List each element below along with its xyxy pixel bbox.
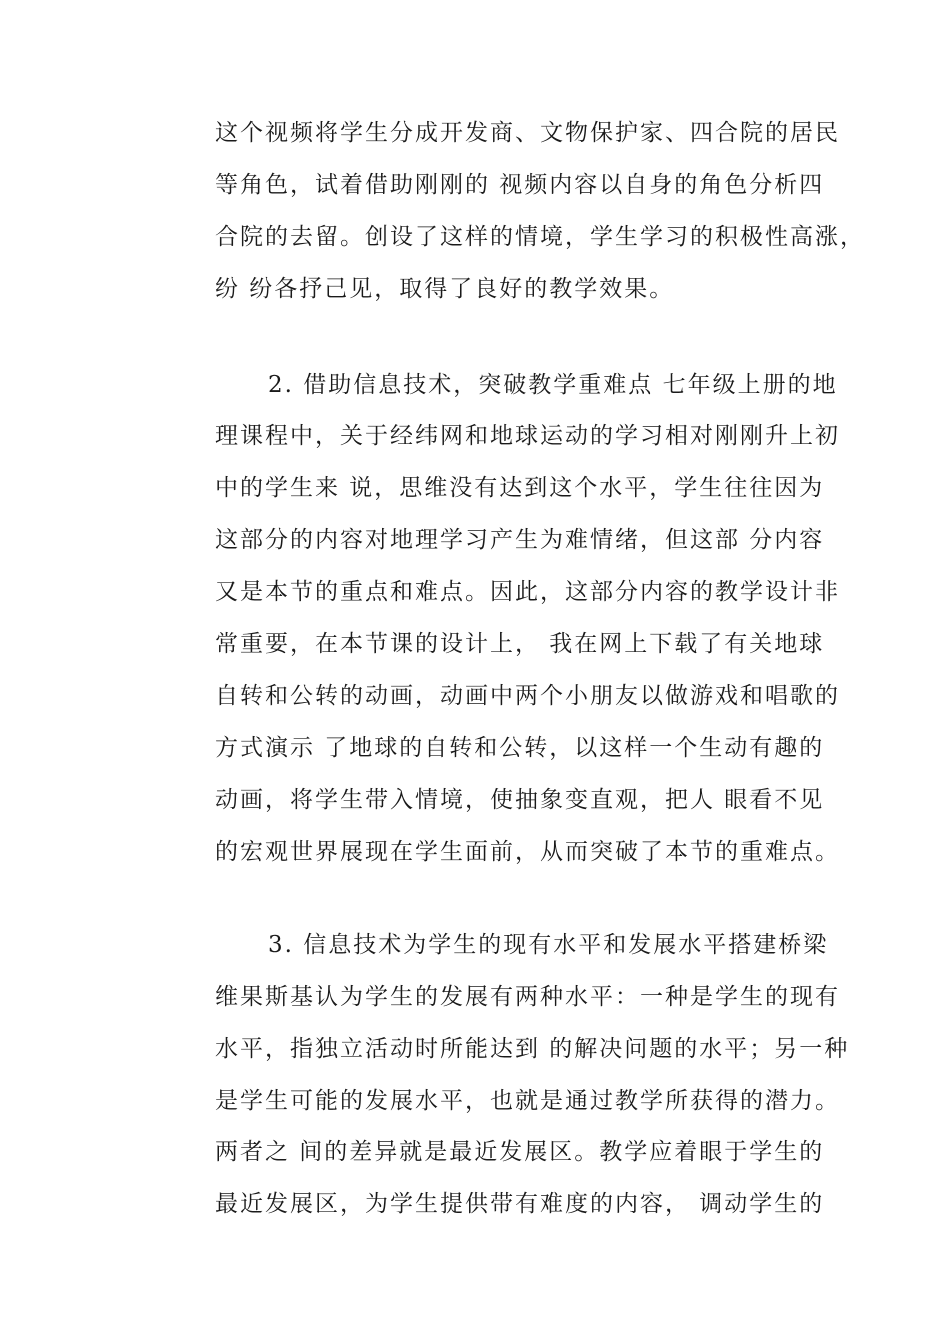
text-line: 方式演示 了地球的自转和公转，以这样一个生动有趣的	[215, 735, 825, 761]
text-line: 常重要，在本节课的设计上， 我在网上下载了有关地球	[215, 631, 825, 657]
text-line: 又是本节的重点和难点。因此，这部分内容的教学设计非	[215, 579, 840, 605]
text-line: 纷 纷各抒己见，取得了良好的教学效果。	[215, 276, 675, 302]
text-line: 水平，指独立活动时所能达到 的解决问题的水平；另一种	[215, 1036, 850, 1062]
text-line: 合院的去留。创设了这样的情境，学生学习的积极性高涨，	[215, 224, 865, 250]
text-line: 3. 信息技术为学生的现有水平和发展水平搭建桥梁	[268, 932, 829, 958]
text-line: 这部分的内容对地理学习产生为难情绪，但这部 分内容	[215, 527, 825, 553]
text-line: 中的学生来 说，思维没有达到这个水平，学生往往因为	[215, 475, 825, 501]
text-line: 维果斯基认为学生的发展有两种水平：一种是学生的现有	[215, 984, 840, 1010]
text-line: 2. 借助信息技术，突破教学重难点 七年级上册的地	[268, 372, 838, 398]
text-line: 动画，将学生带入情境，使抽象变直观，把人 眼看不见	[215, 787, 825, 813]
text-line: 两者之 间的差异就是最近发展区。教学应着眼于学生的	[215, 1139, 825, 1165]
text-line: 这个视频将学生分成开发商、文物保护家、四合院的居民	[215, 120, 840, 146]
text-line: 理课程中，关于经纬网和地球运动的学习相对刚刚升上初	[215, 423, 840, 449]
text-line: 的宏观世界展现在学生面前，从而突破了本节的重难点。	[215, 839, 840, 865]
text-line: 是学生可能的发展水平，也就是通过教学所获得的潜力。	[215, 1088, 840, 1114]
text-line: 等角色，试着借助刚刚的 视频内容以自身的角色分析四	[215, 172, 825, 198]
text-line: 最近发展区，为学生提供带有难度的内容， 调动学生的	[215, 1191, 825, 1217]
text-line: 自转和公转的动画，动画中两个小朋友以做游戏和唱歌的	[215, 683, 840, 709]
